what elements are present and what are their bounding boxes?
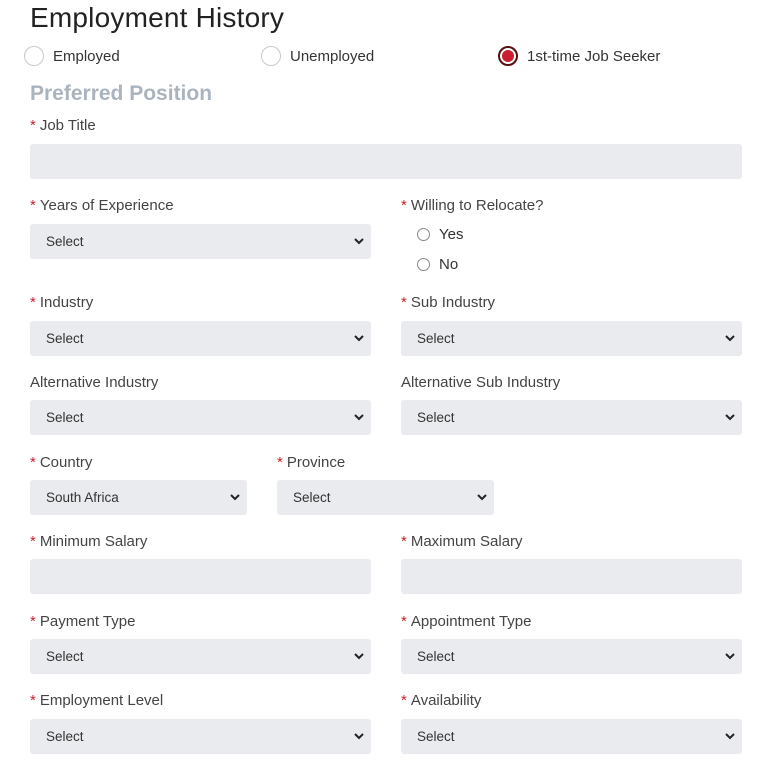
appointment-type-select[interactable] <box>401 639 742 674</box>
chevron-down-icon <box>353 411 365 423</box>
industry-label <box>30 294 93 311</box>
required-marker: * <box>30 692 36 709</box>
chevron-down-icon <box>353 650 365 662</box>
employment-level-value: Select <box>46 729 84 744</box>
relocate-label <box>401 197 543 214</box>
job-title-label <box>30 117 96 134</box>
employment-level-label <box>30 692 163 709</box>
radio-employed[interactable] <box>24 44 120 68</box>
section-title: Preferred Position <box>30 82 213 105</box>
required-marker: * <box>277 454 283 471</box>
country-label <box>30 454 92 471</box>
chevron-down-icon <box>724 411 736 423</box>
required-marker: * <box>30 613 36 630</box>
radio-circle-checked[interactable] <box>498 46 518 66</box>
required-marker: * <box>401 294 407 311</box>
industry-label-text: Industry <box>39 294 94 311</box>
alt-industry-label: Alternative Industry <box>30 374 159 391</box>
max-salary-input[interactable] <box>401 559 742 594</box>
availability-label <box>401 692 481 709</box>
alt-industry-value: Select <box>46 410 84 425</box>
years-experience-value: Select <box>46 234 84 249</box>
required-marker: * <box>401 197 407 214</box>
chevron-down-icon <box>353 235 365 247</box>
alt-sub-industry-select[interactable] <box>401 400 742 435</box>
required-marker: * <box>30 197 36 214</box>
chevron-down-icon <box>724 730 736 742</box>
country-label-text: Country <box>39 454 93 471</box>
availability-label-text: Availability <box>410 692 482 709</box>
chevron-down-icon <box>724 332 736 344</box>
industry-value: Select <box>46 331 84 346</box>
sub-industry-label <box>401 294 495 311</box>
payment-type-label <box>30 613 135 630</box>
years-experience-label <box>30 197 174 214</box>
chevron-down-icon <box>724 650 736 662</box>
availability-value: Select <box>417 729 455 744</box>
job-title-input[interactable] <box>30 144 742 179</box>
radio-yes[interactable] <box>417 228 430 241</box>
relocate-label-text: Willing to Relocate? <box>410 197 544 214</box>
relocate-no-option[interactable] <box>417 256 458 273</box>
relocate-yes-option[interactable] <box>417 226 463 243</box>
required-marker: * <box>30 533 36 550</box>
radio-first-time-job-seeker[interactable] <box>498 44 660 68</box>
job-title-label-text: Job Title <box>39 117 96 134</box>
industry-select[interactable] <box>30 321 371 356</box>
country-value: South Africa <box>46 490 119 505</box>
required-marker: * <box>401 533 407 550</box>
radio-no[interactable] <box>417 258 430 271</box>
required-marker: * <box>401 692 407 709</box>
sub-industry-value: Select <box>417 331 455 346</box>
page-title: Employment History <box>30 2 285 33</box>
min-salary-label-text: Minimum Salary <box>39 533 148 550</box>
appointment-type-label-text: Appointment Type <box>410 613 532 630</box>
province-value: Select <box>293 490 331 505</box>
years-experience-select[interactable] <box>30 224 371 259</box>
province-select[interactable] <box>277 480 494 515</box>
relocate-no-label: No <box>439 256 459 273</box>
sub-industry-select[interactable] <box>401 321 742 356</box>
required-marker: * <box>30 117 36 134</box>
sub-industry-label-text: Sub Industry <box>410 294 496 311</box>
payment-type-value: Select <box>46 649 84 664</box>
chevron-down-icon <box>229 491 241 503</box>
alt-sub-industry-label: Alternative Sub Industry <box>401 374 561 391</box>
max-salary-label-text: Maximum Salary <box>410 533 523 550</box>
province-label-text: Province <box>286 454 346 471</box>
max-salary-label <box>401 533 523 550</box>
availability-select[interactable] <box>401 719 742 754</box>
employment-level-select[interactable] <box>30 719 371 754</box>
radio-unemployed[interactable] <box>261 44 374 68</box>
radio-unemployed-label: Unemployed <box>290 47 375 65</box>
employment-level-label-text: Employment Level <box>39 692 164 709</box>
payment-type-select[interactable] <box>30 639 371 674</box>
years-experience-label-text: Years of Experience <box>39 197 174 214</box>
appointment-type-value: Select <box>417 649 455 664</box>
radio-circle[interactable] <box>24 46 44 66</box>
required-marker: * <box>401 613 407 630</box>
alt-sub-industry-value: Select <box>417 410 455 425</box>
radio-circle[interactable] <box>261 46 281 66</box>
appointment-type-label <box>401 613 531 630</box>
min-salary-label <box>30 533 147 550</box>
province-label <box>277 454 345 471</box>
country-select[interactable] <box>30 480 247 515</box>
min-salary-input[interactable] <box>30 559 371 594</box>
alt-industry-select[interactable] <box>30 400 371 435</box>
chevron-down-icon <box>353 730 365 742</box>
required-marker: * <box>30 454 36 471</box>
required-marker: * <box>30 294 36 311</box>
chevron-down-icon <box>476 491 488 503</box>
radio-employed-label: Employed <box>53 47 120 65</box>
chevron-down-icon <box>353 332 365 344</box>
payment-type-label-text: Payment Type <box>39 613 136 630</box>
radio-first-time-label: 1st-time Job Seeker <box>527 47 661 65</box>
relocate-yes-label: Yes <box>439 226 464 243</box>
